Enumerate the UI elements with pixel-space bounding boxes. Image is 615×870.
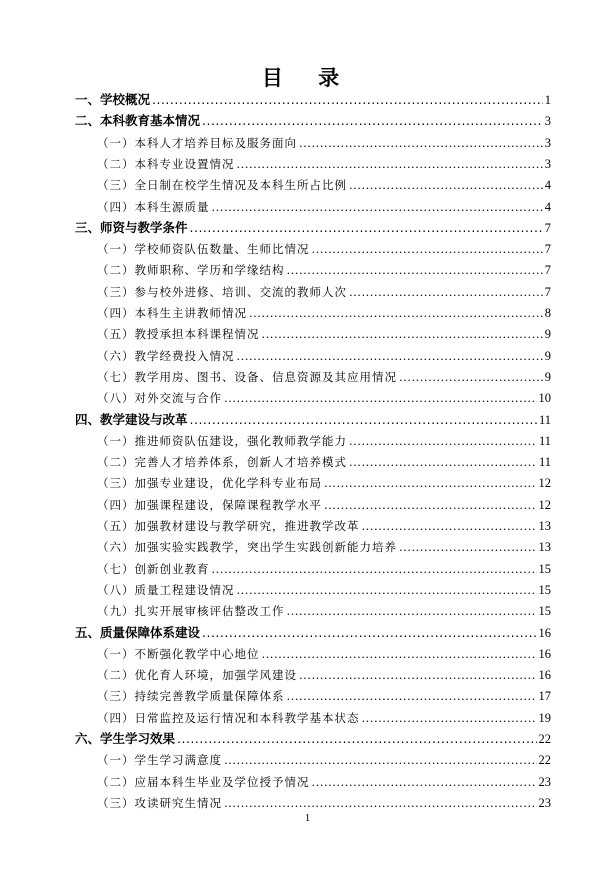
toc-section-entry[interactable] bbox=[97, 665, 551, 685]
toc-section-entry[interactable] bbox=[97, 793, 551, 813]
toc-entry-page-number: 22 bbox=[538, 732, 551, 746]
toc-section-entry[interactable] bbox=[97, 559, 551, 579]
toc-dot-leader bbox=[324, 473, 537, 493]
toc-section-entry[interactable] bbox=[97, 303, 551, 323]
toc-section-entry[interactable] bbox=[97, 452, 551, 472]
toc-entry-label: （二）教师职称、学历和学缘结构 bbox=[97, 263, 285, 278]
toc-entry-page-number: 8 bbox=[544, 306, 551, 320]
toc-entry-page-number: 22 bbox=[538, 753, 551, 768]
toc-entry-label: （七）创新创业教育 bbox=[97, 561, 210, 576]
toc-entry-page-number: 3 bbox=[544, 156, 551, 171]
toc-entry-page-number: 3 bbox=[544, 135, 551, 150]
page-title: 目 录 bbox=[261, 66, 354, 90]
toc-chapter-entry[interactable] bbox=[75, 623, 551, 643]
toc-entry-page-number: 1 bbox=[544, 93, 551, 107]
toc-section-entry[interactable] bbox=[97, 772, 551, 792]
toc-dot-leader bbox=[177, 729, 536, 749]
toc-section-entry[interactable] bbox=[97, 133, 551, 153]
toc-entry-page-number: 7 bbox=[544, 263, 551, 278]
toc-entry-page-number: 23 bbox=[538, 774, 551, 789]
toc-dot-leader bbox=[349, 431, 537, 451]
toc-entry-label: （一）学生学习满意度 bbox=[97, 753, 222, 768]
toc-section-entry[interactable] bbox=[97, 431, 551, 451]
toc-entry-page-number: 19 bbox=[538, 710, 551, 725]
toc-entry-label: （八）质量工程建设情况 bbox=[97, 582, 235, 597]
toc-section-entry[interactable] bbox=[97, 346, 551, 366]
toc-dot-leader bbox=[349, 282, 543, 302]
toc-chapter-entry[interactable] bbox=[75, 111, 551, 131]
toc-section-entry[interactable] bbox=[97, 282, 551, 302]
toc-entry-label: 二、本科教育基本情况 bbox=[75, 113, 201, 129]
toc-entry-page-number: 17 bbox=[538, 689, 551, 704]
toc-section-entry[interactable] bbox=[97, 537, 551, 557]
toc-section-entry[interactable] bbox=[97, 686, 551, 706]
toc-entry-page-number: 3 bbox=[544, 114, 551, 129]
toc-chapter-entry[interactable] bbox=[75, 90, 551, 110]
toc-section-entry[interactable] bbox=[97, 601, 551, 621]
toc-entry-label: （四）本科生源质量 bbox=[97, 199, 210, 214]
toc-dot-leader bbox=[190, 218, 543, 238]
toc-chapter-entry[interactable] bbox=[75, 410, 551, 430]
toc-dot-leader bbox=[224, 388, 537, 408]
toc-entry-label: 三、师资与教学条件 bbox=[75, 219, 188, 235]
toc-dot-leader bbox=[287, 260, 543, 280]
toc-section-entry[interactable] bbox=[97, 260, 551, 280]
toc-entry-label: （四）加强课程建设，保障课程教学水平 bbox=[97, 497, 322, 512]
toc-entry-page-number: 7 bbox=[544, 242, 551, 257]
toc-section-entry[interactable] bbox=[97, 750, 551, 770]
toc-entry-label: 一、学校概况 bbox=[75, 92, 151, 107]
toc-section-entry[interactable] bbox=[97, 495, 551, 515]
toc-dot-leader bbox=[224, 793, 537, 813]
toc-section-entry[interactable] bbox=[97, 473, 551, 493]
toc-entry-page-number: 10 bbox=[538, 391, 551, 406]
toc-dot-leader bbox=[312, 772, 537, 792]
toc-section-entry[interactable] bbox=[97, 154, 551, 174]
toc-dot-leader bbox=[299, 665, 537, 685]
toc-entry-label: （一）学校师资队伍数量、生师比情况 bbox=[97, 242, 310, 257]
toc-entry-page-number: 16 bbox=[538, 625, 551, 640]
toc-entry-label: （四）本科生主讲教师情况 bbox=[97, 306, 247, 320]
toc-entry-label: （一）推进师资队伍建设，强化教师教学能力 bbox=[97, 433, 347, 448]
toc-entry-label: （三）全日制在校学生情况及本科生所占比例 bbox=[97, 178, 347, 193]
toc-dot-leader bbox=[249, 303, 543, 323]
toc-entry-page-number: 9 bbox=[544, 369, 551, 384]
toc-entry-label: （一）不断强化教学中心地位 bbox=[97, 646, 260, 661]
toc-entry-page-number: 12 bbox=[538, 497, 551, 512]
toc-dot-leader bbox=[362, 708, 537, 728]
toc-entry-label: （二）应届本科生毕业及学位授予情况 bbox=[97, 774, 310, 789]
toc-dot-leader bbox=[287, 601, 537, 621]
toc-section-entry[interactable] bbox=[97, 239, 551, 259]
toc-entry-page-number: 7 bbox=[544, 284, 551, 299]
toc-dot-leader bbox=[362, 516, 537, 536]
toc-dot-leader bbox=[152, 90, 543, 110]
toc-entry-label: （二）优化育人环境，加强学风建设 bbox=[97, 668, 297, 683]
toc-entry-label: 六、学生学习效果 bbox=[75, 731, 176, 746]
toc-dot-leader bbox=[262, 644, 537, 664]
toc-section-entry[interactable] bbox=[97, 708, 551, 728]
toc-entry-page-number: 11 bbox=[538, 433, 551, 448]
toc-dot-leader bbox=[299, 133, 543, 153]
toc-entry-label: 五、质量保障体系建设 bbox=[75, 624, 201, 640]
toc-entry-page-number: 13 bbox=[538, 540, 551, 555]
toc-dot-leader bbox=[202, 111, 543, 131]
toc-section-entry[interactable] bbox=[97, 580, 551, 600]
toc-chapter-entry[interactable] bbox=[75, 729, 551, 749]
toc-section-entry[interactable] bbox=[97, 175, 551, 195]
toc-dot-leader bbox=[237, 346, 543, 366]
toc-dot-leader bbox=[262, 324, 543, 344]
toc-dot-leader bbox=[287, 686, 537, 706]
toc-dot-leader bbox=[212, 559, 537, 579]
toc-entry-page-number: 16 bbox=[538, 646, 551, 661]
toc-entry-page-number: 13 bbox=[538, 519, 551, 533]
toc-dot-leader bbox=[312, 239, 543, 259]
toc-section-entry[interactable] bbox=[97, 367, 551, 387]
toc-entry-label: （二）完善人才培养体系，创新人才培养模式 bbox=[97, 455, 347, 470]
toc-dot-leader bbox=[237, 580, 537, 600]
toc-section-entry[interactable] bbox=[97, 324, 551, 344]
toc-entry-page-number: 9 bbox=[544, 327, 551, 342]
toc-entry-label: （三）加强专业建设，优化学科专业布局 bbox=[97, 476, 322, 491]
toc-entry-label: （四）日常监控及运行情况和本科教学基本状态 bbox=[97, 710, 360, 725]
toc-dot-leader bbox=[224, 750, 537, 770]
toc-entry-page-number: 15 bbox=[538, 604, 551, 619]
toc-entry-page-number: 15 bbox=[538, 561, 551, 576]
toc-entry-page-number: 16 bbox=[538, 668, 551, 683]
toc-entry-page-number: 9 bbox=[544, 348, 551, 363]
toc-dot-leader bbox=[399, 367, 543, 387]
toc-dot-leader bbox=[349, 452, 537, 472]
toc-section-entry[interactable] bbox=[97, 516, 551, 536]
toc-entry-page-number: 4 bbox=[544, 178, 551, 193]
toc-entry-page-number: 4 bbox=[544, 199, 551, 214]
toc-entry-page-number: 11 bbox=[538, 412, 551, 427]
toc-entry-label: （一）本科人才培养目标及服务面向 bbox=[97, 135, 297, 150]
toc-entry-page-number: 15 bbox=[538, 582, 551, 597]
toc-entry-label: （三）持续完善教学质量保障体系 bbox=[97, 689, 285, 704]
toc-entry-label: （三）攻读研究生情况 bbox=[97, 795, 222, 810]
toc-entry-label: （三）参与校外进修、培训、交流的教师人次 bbox=[97, 284, 347, 299]
toc-entry-label: （六）加强实验实践教学，突出学生实践创新能力培养 bbox=[97, 540, 397, 555]
toc-chapter-entry[interactable] bbox=[75, 218, 551, 238]
toc-dot-leader bbox=[399, 537, 537, 557]
toc-entry-page-number: 12 bbox=[538, 476, 551, 491]
toc-entry-label: （二）本科专业设置情况 bbox=[97, 156, 235, 171]
toc-dot-leader bbox=[237, 154, 543, 174]
toc-entry-label: （六）教学经费投入情况 bbox=[97, 348, 235, 363]
toc-entry-page-number: 23 bbox=[538, 795, 551, 810]
toc-section-entry[interactable] bbox=[97, 388, 551, 408]
page-number: 1 bbox=[304, 812, 311, 824]
toc-section-entry[interactable] bbox=[97, 644, 551, 664]
toc-dot-leader bbox=[202, 623, 536, 643]
toc-entry-label: （七）教学用房、图书、设备、信息资源及其应用情况 bbox=[97, 369, 397, 384]
toc-dot-leader bbox=[212, 197, 543, 217]
toc-entry-label: 四、教学建设与改革 bbox=[75, 411, 188, 427]
toc-entry-label: （九）扎实开展审核评估整改工作 bbox=[97, 604, 285, 619]
toc-dot-leader bbox=[349, 175, 543, 195]
toc-entry-label: （八）对外交流与合作 bbox=[97, 391, 222, 406]
toc-entry-label: （五）教授承担本科课程情况 bbox=[97, 327, 260, 342]
toc-section-entry[interactable] bbox=[97, 197, 551, 217]
toc-dot-leader bbox=[190, 410, 537, 430]
toc-entry-page-number: 11 bbox=[538, 455, 551, 470]
toc-entry-page-number: 7 bbox=[544, 220, 551, 235]
toc-dot-leader bbox=[324, 495, 537, 515]
toc-entry-label: （五）加强教材建设与教学研究，推进教学改革 bbox=[97, 519, 360, 533]
